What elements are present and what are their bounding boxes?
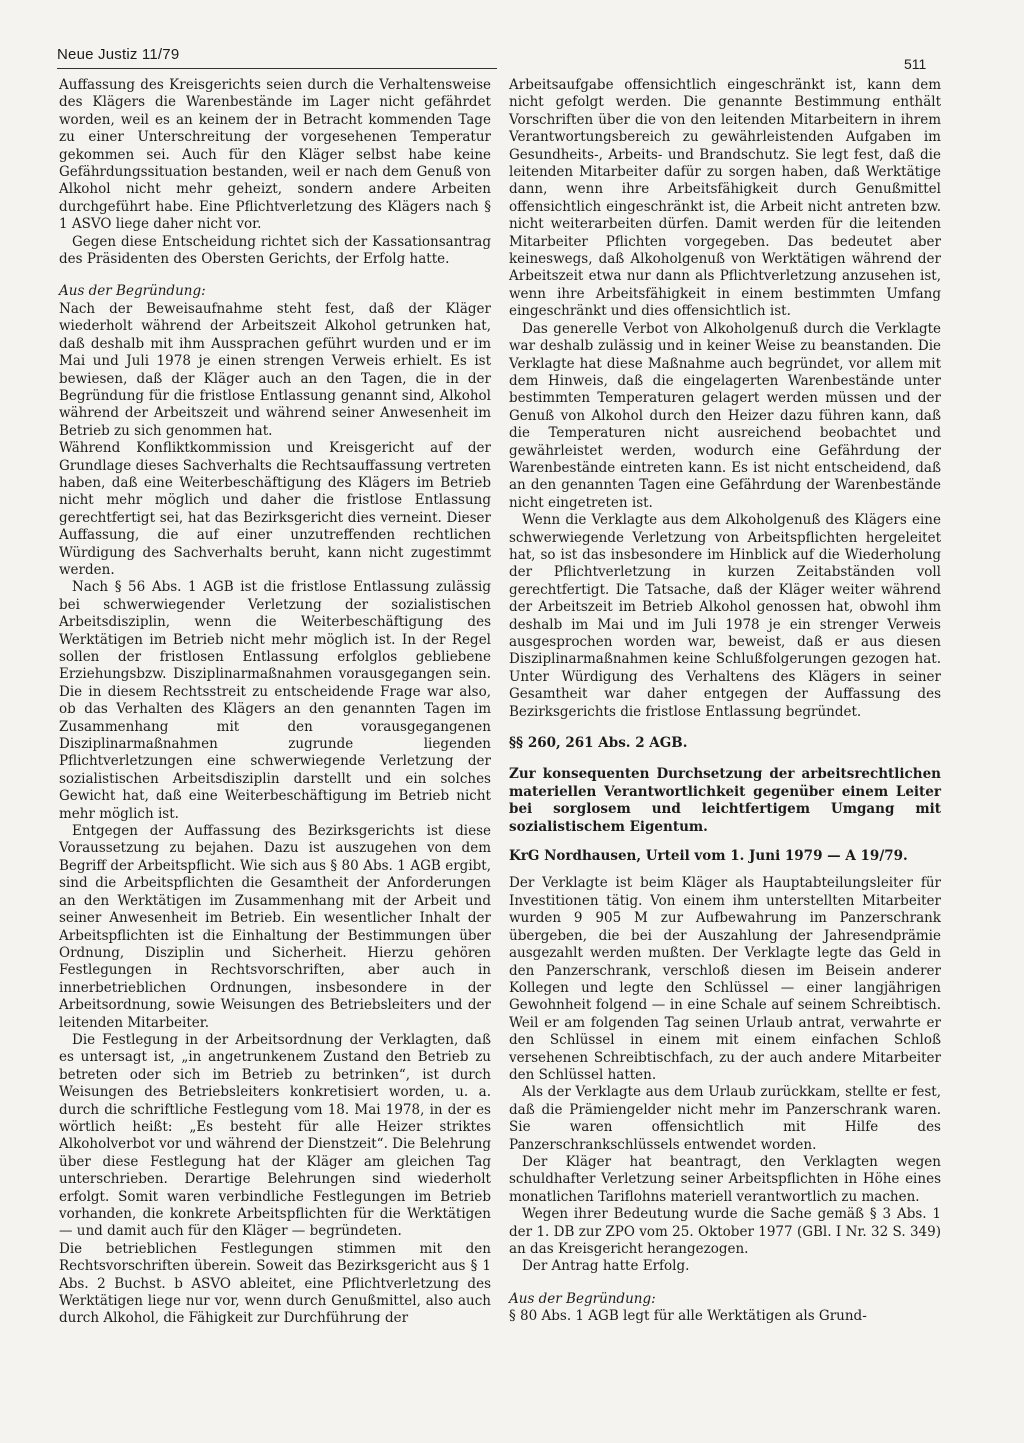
paragraph: Die Festlegung in der Arbeitsordnung der Verklagten, daß es untersagt ist, „in angetrunkenem Zustand den Betrieb zu betreten oder sich im Betrieb zu betrinken“, ist durch Weisungen des Betriebsleiters konkretisiert worden, u. a. durch die schriftliche Festlegung vom 18. Mai 1978, in der es wörtlich heißt: „Es besteht für alle Heizer striktes Alkoholverbot vor und während der Dienstzeit“. Die Belehrung über diese Festlegung hat der Kläger am gleichen Tag unterschrieben. Derartige Belehrungen sind wiederholt erfolgt. Somit waren verbindliche Festlegungen im Betrieb vorhanden, die konkrete Arbeitspflichten für die Werktätigen — und damit auch für den Kläger — begründeten. (59, 1031, 491, 1240)
paragraph: Die betrieblichen Festlegungen stimmen mit den Rechtsvorschriften überein. Soweit das Bezirksgericht aus § 1 Abs. 2 Buchst. b ASVO ableitet, eine Pflichtverletzung des Werktätigen liege nur vor, wenn durch Genußmittel, also auch durch Alkohol, die Fähigkeit zur Durchführung der (59, 1240, 491, 1327)
header-rule (57, 68, 497, 69)
paragraph: Arbeitsaufgabe offensichtlich eingeschränkt ist, kann dem nicht gefolgt werden. Die genannte Bestimmung enthält Vorschriften über die von den leitenden Mitarbeitern in ihrem Verantwortungsbereich zu gewährleistenden Aufgaben im Gesundheits-, Arbeits- und Brandschutz. Sie legt fest, daß die leitenden Mitarbeiter dafür zu sorgen haben, daß Werktätige dann, wenn ihre Arbeitsfähigkeit durch Genußmittel offensichtlich eingeschränkt ist, die Arbeit nicht antreten bzw. nicht weiterarbeiten dürfen. Damit werden für die leitenden Mitarbeiter Pflichten vorgegeben. Das bedeutet aber keineswegs, daß Alkoholgenuß von Werktätigen während der Arbeitszeit etwa nur dann als Pflichtverletzung anzusehen ist, wenn ihre Arbeitsfähigkeit in einem bestimmten Umfang eingeschränkt und dies offensichtlich ist. (509, 77, 941, 320)
paragraph: Der Verklagte ist beim Kläger als Hauptabteilungsleiter für Investitionen tätig. Von einem ihm unterstellten Mitarbeiter wurden 9 905 M zur Aufbewahrung im Panzerschrank übergeben, die bei der Auszahlung der Jahresendprämie ausgezahlt werden mußten. Der Verklagte legte das Geld in den Panzerschrank, verschloß diesen im Beisein anderer Kollegen und legte den Schlüssel — einer langjährigen Gewohnheit folgend — in eine Schale auf seinem Schreibtisch. Weil er am folgenden Tag seinen Urlaub antrat, verwahrte er den Schlüssel in einem mit einem einfachen Schloß versehenen Schreibtischfach, zu der auch andere Mitarbeiter den Schlüssel hatten. (509, 875, 941, 1083)
paragraph: Wenn die Verklagte aus dem Alkoholgenuß des Klägers eine schwerwiegende Verletzung von Arbeitspflichten hergeleitet hat, so ist das insbesondere im Hinblick auf die Wiederholung der Pflichtverletzung in kurzen Zeitabständen voll gerechtfertigt. Die Tatsache, daß der Kläger weiter während der Arbeitszeit im Betrieb Alkohol genossen hat, obwohl ihm deshalb im Mai und im Juli 1978 je ein strenger Verweis ausgesprochen worden war, beweist, daß er aus diesen Disziplinarmaßnahmen keine Schlußfolgerungen gezogen hat. Unter Würdigung des Verhaltens des Klägers in seiner Gesamtheit war daher entgegen der Auffassung des Bezirksgerichts die fristlose Entlassung begründet. (509, 512, 941, 720)
journal-title: Neue Justiz 11/79 (57, 46, 180, 63)
statute-reference: §§ 260, 261 Abs. 2 AGB. (509, 735, 688, 752)
paragraph: Entgegen der Auffassung des Bezirksgerichts ist diese Voraussetzung zu bejahen. Dazu ist auszugehen von dem Begriff der Arbeitspflicht. Wie sich aus § 80 Abs. 1 AGB ergibt, sind die Arbeitspflichten die Gesamtheit der Anforderungen an den Werktätigen im Zusammenhang mit der Arbeit und seiner Anwesenheit im Betrieb. Ein wesentlicher Inhalt der Arbeitspflichten ist die Einhaltung der Bestimmungen über Ordnung, Disziplin und Sicherheit. Hierzu gehören Festlegungen in Rechtsvorschriften, aber auch in innerbetrieblichen Ordnungen, insbesondere in der Arbeitsordnung, sowie Weisungen des Betriebsleiters und der leitenden Mitarbeiter. (59, 823, 491, 1031)
left-column (59, 77, 491, 1328)
right-column (509, 77, 941, 1326)
paragraph: Gegen diese Entscheidung richtet sich der Kassationsantrag des Präsidenten des Obersten Gerichts, der Erfolg hatte. (59, 233, 491, 268)
page-number: 511 (904, 56, 927, 72)
paragraph: § 80 Abs. 1 AGB legt für alle Werktätigen als Grund- (509, 1308, 867, 1325)
subheading-reasons: Aus der Begründung: (509, 1290, 656, 1307)
paragraph: Der Antrag hatte Erfolg. (522, 1258, 690, 1275)
headnote: Zur konsequenten Durchsetzung der arbeitsrechtlichen materiellen Verantwortlichkeit gegenüber einem Leiter bei sorglosem und leichtfertigem Umgang mit sozialistischem Eigentum. (509, 766, 941, 835)
paragraph: Der Kläger hat beantragt, den Verklagten wegen schuldhafter Verletzung seiner Arbeitspflichten in Höhe eines monatlichen Tariflohns materiell verantwortlich zu machen. (509, 1153, 941, 1205)
subheading-reasons: Aus der Begründung: (59, 283, 206, 300)
paragraph: Wegen ihrer Bedeutung wurde die Sache gemäß § 3 Abs. 1 der 1. DB zur ZPO vom 25. Oktober 1977 (GBl. I Nr. 32 S. 349) an das Kreisgericht herangezogen. (509, 1206, 941, 1257)
paragraph: Das generelle Verbot von Alkoholgenuß durch die Verklagte war deshalb zulässig und in keiner Weise zu beanstanden. Die Verklagte hat diese Maßnahme auch begründet, vor allem mit dem Hinweis, daß die eingelagerten Warenbestände unter bestimmten Temperaturen gelagert werden müssen und der Genuß von Alkohol durch den Heizer dazu führen kann, daß die Temperaturen nicht ausreichend beobachtet und gewährleistet werden, wodurch eine Gefährdung der Warenbestände eintreten kann. Es ist nicht entscheidend, daß an den genannten Tagen eine Gefährdung der Warenbestände nicht eingetreten ist. (509, 320, 941, 511)
paragraph: Nach § 56 Abs. 1 AGB ist die fristlose Entlassung zulässig bei schwerwiegender Verletzung der sozialistischen Arbeitsdisziplin, wenn die Weiterbeschäftigung des Werktätigen im Betrieb nicht mehr möglich ist. In der Regel sollen der fristlosen Entlassung erfolglos gebliebene Erziehungsbzw. Disziplinarmaßnahmen vorausgegangen sein. Die in diesem Rechtsstreit zu entscheidende Frage war also, ob das Verhalten des Klägers an den genannten Tagen im Zusammenhang mit den vorausgegangenen Disziplinarmaßnahmen zugrunde liegenden Pflichtverletzungen eine schwerwiegende Verletzung der sozialistischen Arbeitsdisziplin darstellt und ein solches Gewicht hat, daß eine Weiterbeschäftigung im Betrieb nicht mehr möglich ist. (59, 579, 491, 822)
paragraph: Als der Verklagte aus dem Urlaub zurückkam, stellte er fest, daß die Prämiengelder nicht mehr im Panzerschrank waren. Sie waren offensichtlich mit Hilfe des Panzerschrankschlüssels entwendet worden. (509, 1084, 941, 1153)
paragraph: Während Konfliktkommission und Kreisgericht auf der Grundlage dieses Sachverhalts die Rechtsauffassung vertreten haben, daß eine Weiterbeschäftigung des Klägers im Betrieb nicht mehr möglich und daher die fristlose Entlassung gerechtfertigt sei, hat das Bezirksgericht dies verneint. Dieser Auffassung, die auf einer unzutreffenden rechtlichen Würdigung des Sachverhalts beruht, kann nicht zugestimmt werden. (59, 440, 491, 578)
paragraph: Nach der Beweisaufnahme steht fest, daß der Kläger wiederholt während der Arbeitszeit Alkohol getrunken hat, daß deshalb mit ihm Aussprachen geführt wurden und er im Mai und Juli 1978 je einen strengen Verweis erhielt. Es ist bewiesen, daß der Kläger auch an den Tagen, die in der Begründung für die fristlose Entlassung genannt sind, Alkohol während der Arbeitszeit und während seiner Anwesenheit im Betrieb zu sich genommen hat. (59, 300, 491, 439)
paragraph: Auffassung des Kreisgerichts seien durch die Verhaltensweise des Klägers die Warenbestände im Lager nicht gefährdet worden, weil es an keinem der in Betracht kommenden Tage zu einer Unterschreitung der vorgesehenen Temperatur gekommen sei. Auch für den Kläger selbst habe keine Gefährdungssituation bestanden, weil er nach dem Genuß von Alkohol nicht mehr geheizt, sondern andere Arbeiten durchgeführt habe. Eine Pflichtverletzung des Klägers nach § 1 ASVO liege daher nicht vor. (59, 77, 491, 233)
court-citation: KrG Nordhausen, Urteil vom 1. Juni 1979 — A 19/79. (509, 848, 908, 865)
